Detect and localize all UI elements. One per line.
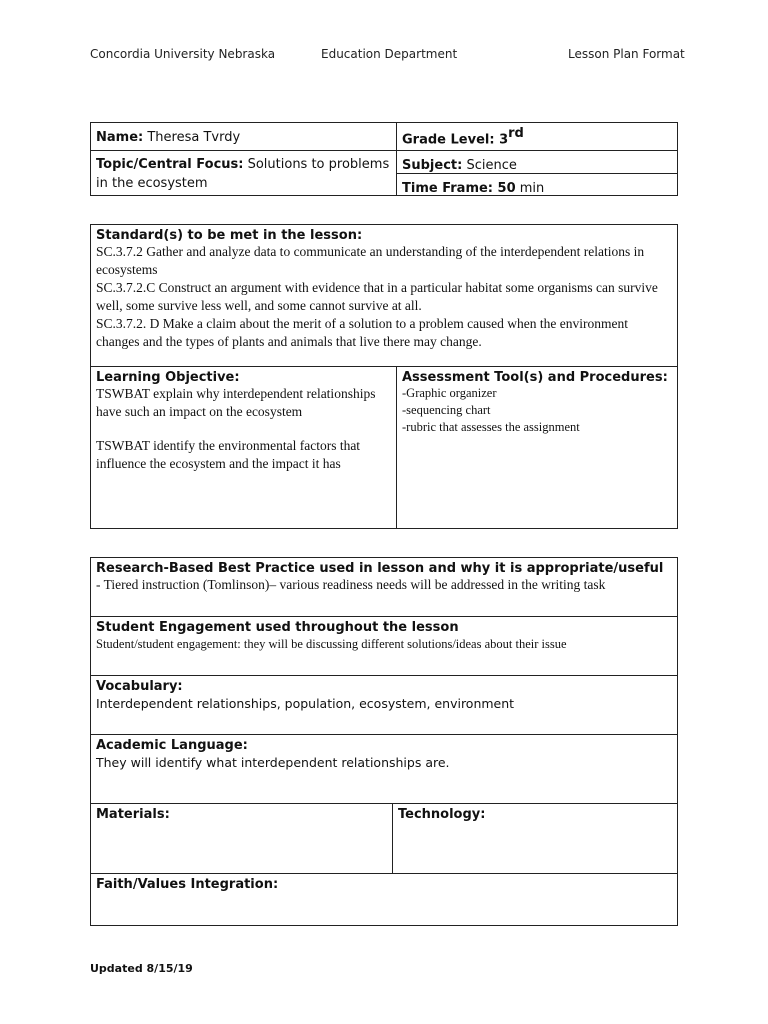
subject-cell [396,150,678,174]
assessment-cell [396,366,678,529]
standard-line: SC.3.7.2. D Make a claim about the merit of a solution to a problem caused when the environment changes and the types of plants and animals that live there may change. [96,316,628,349]
technology-heading: Technology: [398,807,486,822]
practice-heading: Research-Based Best Practice used in lesson and why it is appropriate/useful [96,561,664,576]
standards-heading: Standard(s) to be met in the lesson: [96,228,363,243]
engagement-text: Student/student engagement: they will be discussing different solutions/ideas about their issue [96,637,567,651]
engagement-cell [90,616,678,676]
technology-cell [392,803,678,874]
standards-cell [90,224,678,367]
vocabulary-heading: Vocabulary: [96,679,183,694]
academic-heading: Academic Language: [96,738,248,753]
grade-label: Grade Level: 3 [402,132,509,148]
assessment-item: -sequencing chart [402,403,491,417]
standard-line: SC.3.7.2.C Construct an argument with evidence that in a particular habitat some organisms can survive well, some survive less well, and some cannot survive at all. [96,280,658,313]
engagement-heading: Student Engagement used throughout the lesson [96,620,459,635]
time-label: Time Frame: 50 [402,181,516,196]
faith-cell [90,873,678,926]
objective-heading: Learning Objective: [96,370,240,385]
practice-cell [90,557,678,617]
name-label: Name: [96,130,144,145]
time-cell [396,173,678,196]
topic-label: Topic/Central Focus: [96,157,244,172]
name-value: Theresa Tvrdy [143,130,241,145]
name-cell [90,122,397,151]
grade-suffix: rd [508,126,524,141]
assessment-heading: Assessment Tool(s) and Procedures: [402,370,668,385]
assessment-item: -Graphic organizer [402,386,497,400]
grade-cell [396,122,678,151]
vocabulary-cell [90,675,678,735]
academic-text: They will identify what interdependent relationships are. [96,755,450,770]
materials-cell [90,803,393,874]
subject-value: Science [462,158,517,173]
standard-line: SC.3.7.2 Gather and analyze data to communicate an understanding of the interdependent relations in ecosystems [96,244,645,277]
subject-label: Subject: [402,158,463,173]
assessment-item: -rubric that assesses the assignment [402,420,580,434]
objective-cell [90,366,397,529]
header-doc-type: Lesson Plan Format [568,47,685,61]
faith-heading: Faith/Values Integration: [96,877,279,892]
footer-updated: Updated 8/15/19 [90,962,193,975]
vocabulary-text: Interdependent relationships, population, ecosystem, environment [96,696,515,711]
topic-value: Solutions to problems in the ecosystem [96,157,390,191]
objective-paragraph: TSWBAT identify the environmental factors that influence the ecosystem and the impact it has [96,438,361,471]
objective-paragraph: TSWBAT explain why interdependent relationships have such an impact on the ecosystem [96,386,376,419]
time-value: min [515,181,545,196]
header-department: Education Department [321,47,458,61]
practice-text: - Tiered instruction (Tomlinson)– various readiness needs will be addressed in the writing task [96,577,606,592]
topic-cell [90,150,397,196]
academic-cell [90,734,678,804]
materials-heading: Materials: [96,807,170,822]
header-institution: Concordia University Nebraska [90,47,276,61]
